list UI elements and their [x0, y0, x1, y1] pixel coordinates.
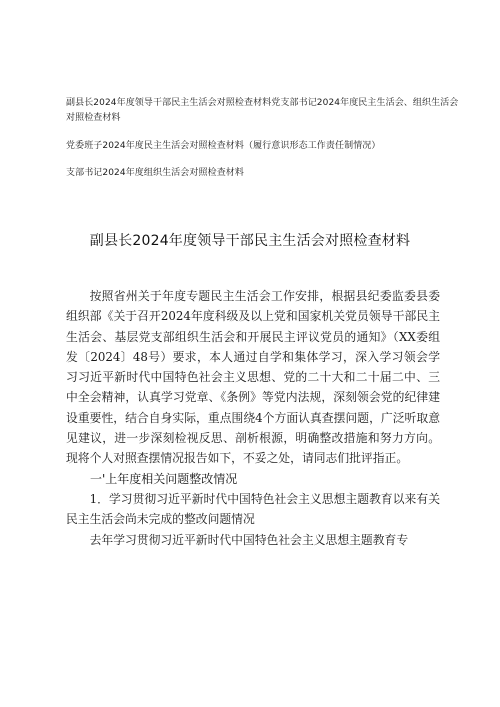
- toc-item[interactable]: 支部书记2024年度组织生活会对照检查材料: [66, 168, 245, 178]
- intro-paragraph: 按照省州关于年度专题民主生活会工作安排，根据县纪委监委县委组织部《关于召开2024年度科级及以上党和国家机关党员领导干部民主生活会、基层党支部组织生活会和开展民主评议党员的通知》（XX委组发〔2024〕48号）要求，本人通过自学和集体学习，深入学习领会学习习近平新时代中国特色社会主义思想、党的二十大和二十届二中、三中全会精神，认真学习党章、《条例》等党内法规，深刻领会党的纪律建设重要性，结合自身实际，重点围绕4个方面认真查摆问题，广泛听取意见建议，进一步深刻检视反思、剖析根源，明确整改措施和努力方向。现将个人对照查摆情况报告如下，不妥之处，请同志们批评指正。: [66, 289, 440, 466]
- sub-heading: 1．学习贯彻习近平新时代中国特色社会主义思想主题教育以来有关民主生活会尚未完成的整改问题情况: [66, 491, 440, 527]
- section-heading: 一'上年度相关问题整改情况: [90, 471, 238, 486]
- document-title: 副县长2024年度领导干部民主生活会对照检查材料: [89, 233, 411, 249]
- toc-item[interactable]: 党委班子2024年度民主生活会对照检查材料（履行意识形态工作责任制情况）: [66, 141, 381, 151]
- toc-item[interactable]: 副县长2024年度领导干部民主生活会对照检查材料党支部书记2024年度民主生活会、组织生活会对照检查材料: [66, 98, 459, 123]
- body-paragraph: 去年学习贯彻习近平新时代中国特色社会主义思想主题教育专: [89, 532, 409, 547]
- table-of-contents: [66, 96, 466, 193]
- document-body: [66, 286, 440, 550]
